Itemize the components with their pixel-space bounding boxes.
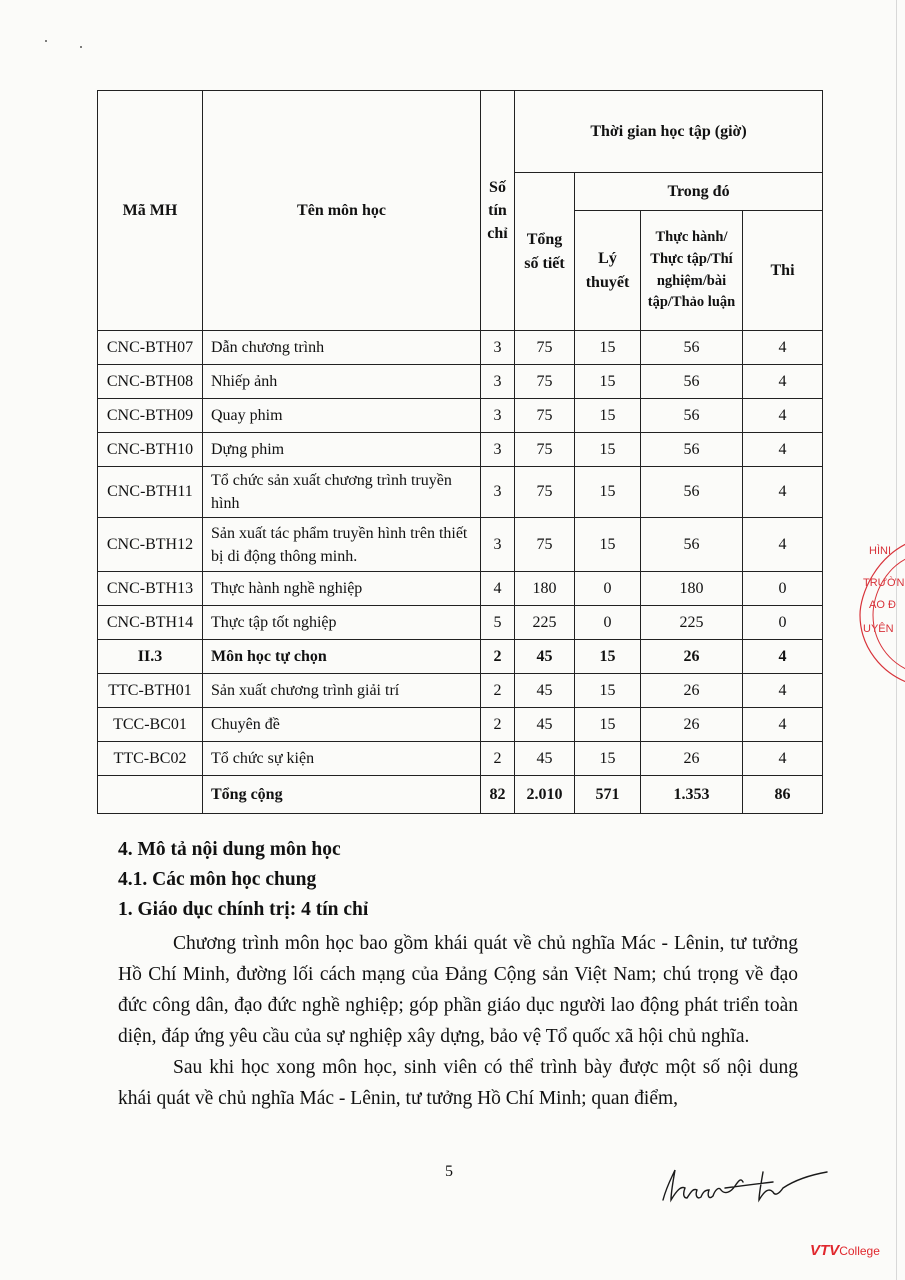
curriculum-table xyxy=(97,90,823,814)
cell-credits: 5 xyxy=(481,606,515,640)
table-row xyxy=(98,433,823,467)
subject-heading-1: 1. Giáo dục chính trị: 4 tín chỉ xyxy=(118,899,369,920)
header-time: Thời gian học tập (giờ) xyxy=(515,91,823,173)
cell-code: CNC-BTH13 xyxy=(98,572,203,606)
cell-practice: 26 xyxy=(641,640,743,674)
header-total: Tổng số tiết xyxy=(515,173,575,331)
vtv-college-logo: VTVCollege xyxy=(810,1242,880,1259)
cell-exam: 86 xyxy=(743,776,823,814)
cell-credits: 3 xyxy=(481,331,515,365)
header-practice: Thực hành/ Thực tập/Thí nghiệm/bài tập/Thảo luận xyxy=(641,211,743,331)
cell-theory: 15 xyxy=(575,708,641,742)
cell-theory: 15 xyxy=(575,640,641,674)
cell-theory: 0 xyxy=(575,606,641,640)
paragraph-2: Sau khi học xong môn học, sinh viên có thể trình bày được một số nội dung khái quát về chủ nghĩa Mác - Lênin, tư tưởng Hồ Chí Minh; quan điểm, xyxy=(118,1057,798,1109)
cell-name: Môn học tự chọn xyxy=(203,640,481,674)
cell-name: Nhiếp ảnh xyxy=(203,365,481,399)
cell-total: 45 xyxy=(515,708,575,742)
cell-practice: 56 xyxy=(641,365,743,399)
header-name: Tên môn học xyxy=(203,91,481,331)
table-row xyxy=(98,776,823,814)
table-row xyxy=(98,331,823,365)
cell-credits: 2 xyxy=(481,674,515,708)
cell-total: 75 xyxy=(515,433,575,467)
cell-theory: 0 xyxy=(575,572,641,606)
cell-total: 75 xyxy=(515,365,575,399)
cell-practice: 56 xyxy=(641,467,743,518)
cell-code: II.3 xyxy=(98,640,203,674)
cell-credits: 3 xyxy=(481,433,515,467)
cell-total: 180 xyxy=(515,572,575,606)
cell-credits: 2 xyxy=(481,742,515,776)
section-heading-4-1: 4.1. Các môn học chung xyxy=(118,869,317,890)
cell-name: Tổ chức sản xuất chương trình truyền hình xyxy=(203,467,481,518)
cell-theory: 15 xyxy=(575,674,641,708)
cell-credits: 3 xyxy=(481,399,515,433)
cell-code: TTC-BTH01 xyxy=(98,674,203,708)
cell-practice: 56 xyxy=(641,399,743,433)
cell-practice: 56 xyxy=(641,518,743,572)
cell-total: 45 xyxy=(515,742,575,776)
table-row xyxy=(98,399,823,433)
cell-credits: 2 xyxy=(481,640,515,674)
cell-theory: 15 xyxy=(575,399,641,433)
cell-credits: 2 xyxy=(481,708,515,742)
table-row xyxy=(98,365,823,399)
cell-code: CNC-BTH12 xyxy=(98,518,203,572)
cell-name: Tổ chức sự kiện xyxy=(203,742,481,776)
scan-speck xyxy=(80,46,82,48)
cell-name: Quay phim xyxy=(203,399,481,433)
cell-exam: 0 xyxy=(743,572,823,606)
table-row xyxy=(98,518,823,572)
cell-practice: 180 xyxy=(641,572,743,606)
cell-code: CNC-BTH09 xyxy=(98,399,203,433)
cell-name: Tổng cộng xyxy=(203,776,481,814)
cell-theory: 15 xyxy=(575,467,641,518)
cell-total: 2.010 xyxy=(515,776,575,814)
cell-credits: 3 xyxy=(481,518,515,572)
cell-exam: 0 xyxy=(743,606,823,640)
cell-name: Sản xuất tác phẩm truyền hình trên thiết bị di động thông minh. xyxy=(203,518,481,572)
cell-exam: 4 xyxy=(743,399,823,433)
header-code: Mã MH xyxy=(98,91,203,331)
cell-exam: 4 xyxy=(743,674,823,708)
table-row xyxy=(98,467,823,518)
cell-exam: 4 xyxy=(743,742,823,776)
page-number: 5 xyxy=(445,1163,453,1180)
header-theory: Lý thuyết xyxy=(575,211,641,331)
cell-credits: 3 xyxy=(481,365,515,399)
cell-total: 75 xyxy=(515,399,575,433)
cell-name: Thực tập tốt nghiệp xyxy=(203,606,481,640)
cell-credits: 4 xyxy=(481,572,515,606)
cell-exam: 4 xyxy=(743,365,823,399)
cell-practice: 1.353 xyxy=(641,776,743,814)
cell-theory: 15 xyxy=(575,433,641,467)
table-body xyxy=(98,331,823,814)
cell-practice: 225 xyxy=(641,606,743,640)
cell-name: Thực hành nghề nghiệp xyxy=(203,572,481,606)
cell-total: 75 xyxy=(515,467,575,518)
cell-practice: 26 xyxy=(641,742,743,776)
cell-practice: 26 xyxy=(641,674,743,708)
body-text xyxy=(118,838,798,1114)
cell-total: 75 xyxy=(515,331,575,365)
cell-exam: 4 xyxy=(743,467,823,518)
cell-code: CNC-BTH07 xyxy=(98,331,203,365)
table-row xyxy=(98,674,823,708)
cell-name: Sản xuất chương trình giải trí xyxy=(203,674,481,708)
cell-theory: 571 xyxy=(575,776,641,814)
header-credits: Số tín chỉ xyxy=(481,91,515,331)
paragraph-1: Chương trình môn học bao gồm khái quát về chủ nghĩa Mác - Lênin, tư tưởng Hồ Chí Minh, đường lối cách mạng của Đảng Cộng sản Việt Nam; chú trọng về đạo đức công dân, đạo đức nghề nghiệp; góp phần giáo dục người lao động phát triển toàn diện, đáp ứng yêu cầu của sự nghiệp xây dựng, bảo vệ Tổ quốc xã hội chủ nghĩa. xyxy=(118,933,798,1047)
cell-practice: 56 xyxy=(641,331,743,365)
cell-total: 45 xyxy=(515,674,575,708)
cell-theory: 15 xyxy=(575,365,641,399)
cell-exam: 4 xyxy=(743,708,823,742)
cell-total: 75 xyxy=(515,518,575,572)
cell-credits: 82 xyxy=(481,776,515,814)
cell-code: CNC-BTH11 xyxy=(98,467,203,518)
cell-code: CNC-BTH08 xyxy=(98,365,203,399)
cell-name: Chuyên đề xyxy=(203,708,481,742)
cell-code xyxy=(98,776,203,814)
red-seal-stamp: HÌNI TRƯỜN AO Đ UYÊN xyxy=(855,535,905,690)
cell-code: CNC-BTH10 xyxy=(98,433,203,467)
table-row xyxy=(98,606,823,640)
cell-name: Dựng phim xyxy=(203,433,481,467)
table-row xyxy=(98,708,823,742)
cell-exam: 4 xyxy=(743,640,823,674)
cell-exam: 4 xyxy=(743,518,823,572)
cell-practice: 56 xyxy=(641,433,743,467)
cell-exam: 4 xyxy=(743,331,823,365)
cell-total: 225 xyxy=(515,606,575,640)
cell-code: TCC-BC01 xyxy=(98,708,203,742)
table-row xyxy=(98,640,823,674)
cell-theory: 15 xyxy=(575,518,641,572)
cell-code: CNC-BTH14 xyxy=(98,606,203,640)
scan-speck xyxy=(45,40,47,42)
handwritten-signature xyxy=(655,1160,830,1210)
cell-credits: 3 xyxy=(481,467,515,518)
cell-total: 45 xyxy=(515,640,575,674)
header-exam: Thi xyxy=(743,211,823,331)
table-row xyxy=(98,572,823,606)
cell-theory: 15 xyxy=(575,742,641,776)
cell-practice: 26 xyxy=(641,708,743,742)
cell-theory: 15 xyxy=(575,331,641,365)
cell-exam: 4 xyxy=(743,433,823,467)
cell-code: TTC-BC02 xyxy=(98,742,203,776)
cell-name: Dẫn chương trình xyxy=(203,331,481,365)
table-row xyxy=(98,742,823,776)
section-heading-4: 4. Mô tả nội dung môn học xyxy=(118,839,341,860)
header-in-which: Trong đó xyxy=(575,173,823,211)
